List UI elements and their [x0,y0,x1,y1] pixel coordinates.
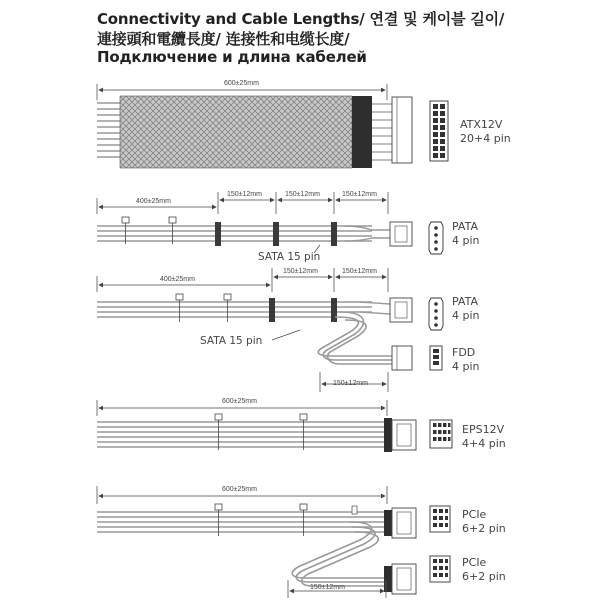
pata-sata-length-2: 150±12mm [227,191,262,198]
pata-sata-length-3: 150±12mm [285,191,320,198]
atx-pins-label: 20+4 pin [460,132,511,145]
pata-fdd-cable [97,268,443,392]
pata-sata-length-1: 400±25mm [136,198,171,205]
pata-connector-label-2: PATA [452,295,478,308]
atx-mesh-sleeve [120,96,352,168]
eps-connector-label: EPS12V [462,423,505,436]
pcie-pins-label-2: 6+2 pin [462,570,506,583]
fdd-connector-icon [430,346,442,370]
pata-pins-label: 4 pin [452,234,480,247]
pata-pins-label-2: 4 pin [452,309,480,322]
pcie-pins-label: 6+2 pin [462,522,506,535]
atx-cable [97,84,448,168]
pcie-connector-label-2: PCIe [462,556,487,569]
fdd-pins-label: 4 pin [452,360,480,373]
pcie-cable [97,486,450,598]
pata-connector-label: PATA [452,220,478,233]
title-line-1: Connectivity and Cable Lengths/ 연결 및 케이블 길이/ [97,10,505,28]
pata-sata-length-4: 150±12mm [342,191,377,198]
pcie-connector-icon-2 [430,556,450,582]
pata-fdd-length-2: 150±12mm [283,268,318,275]
atx-connector-label: ATX12V [460,118,503,131]
sata-label-1: SATA 15 pin [258,251,321,263]
fdd-branch-length: 150±12mm [333,380,368,387]
eps-pins-label: 4+4 pin [462,437,506,450]
pata-fdd-length-1: 400±25mm [160,276,195,283]
atx-length-label: 600±25mm [224,80,259,87]
pcie-connector-label: PCIe [462,508,487,521]
fdd-connector-label: FDD [452,346,476,359]
pata-fdd-length-3: 150±12mm [342,268,377,275]
eps-connector-icon [430,420,452,448]
title-line-3: Подключение и длина кабелей [97,48,367,66]
pcie-length-label: 600±25mm [222,486,257,493]
eps-length-label: 600±25mm [222,398,257,405]
pcie-connector-icon [430,506,450,532]
title-line-2: 連接頭和電纜長度/ 连接性和电缆长度/ [97,30,350,48]
atx-connector-icon [430,101,448,161]
pata-connector-icon-2 [429,298,443,330]
pcie-branch-length: 150±12mm [310,584,345,591]
pata-connector-icon [429,222,443,254]
eps-cable [97,400,452,452]
sata-label-2: SATA 15 pin [200,335,263,347]
